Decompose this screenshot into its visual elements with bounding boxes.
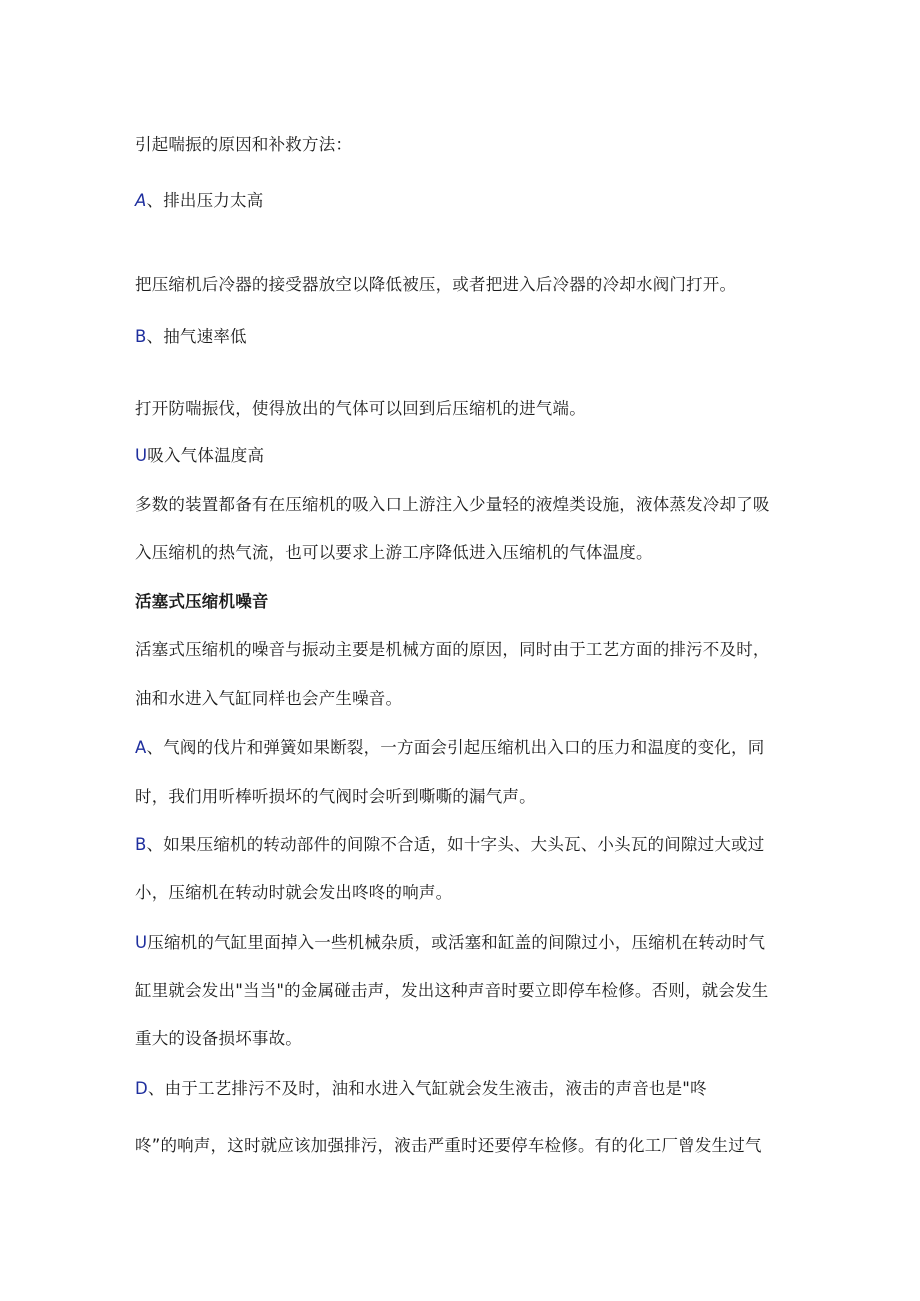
- item-title: 吸入气体温度高: [147, 446, 265, 465]
- surge-item-c: [135, 445, 264, 467]
- item-text: 、由于工艺排污不及时，油和水进入气缸就会发生液击，液击的声音也是"咚: [147, 1079, 707, 1098]
- noise-item-c-line-2: 缸里就会发出"当当"的金属碰击声，发出这种声音时要立即停车检修。否则，就会发生: [135, 981, 769, 1000]
- item-marker-c: U: [135, 446, 148, 465]
- noise-intro-line-1: 活塞式压缩机的噪音与振动主要是机械方面的原因，同时由于工艺方面的排污不及时，: [135, 640, 770, 659]
- surge-item-b: [135, 326, 247, 348]
- item-marker-c: U: [135, 933, 148, 952]
- item-title: 、排出压力太高: [146, 191, 264, 210]
- noise-item-c-line-1: [135, 932, 765, 954]
- surge-item-a: [135, 190, 263, 212]
- surge-fix-c-line-1: 多数的装置都备有在压缩机的吸入口上游注入少量轻的液煌类设施，液体蒸发冷却了吸: [135, 495, 770, 514]
- noise-item-c-line-3: 重大的设备损坏事故。: [135, 1029, 302, 1048]
- noise-item-b-line-2: 小，压缩机在转动时就会发出咚咚的响声。: [135, 883, 453, 902]
- noise-item-a-line-2: 时，我们用听棒听损坏的气阀时会听到嘶嘶的漏气声。: [135, 787, 536, 806]
- item-marker-a: A: [135, 738, 147, 757]
- item-marker-a: A: [135, 191, 147, 210]
- item-marker-b: B: [135, 835, 147, 854]
- noise-item-d-line-2: 咚”的响声，这时就应该加强排污，液击严重时还要停车检修。有的化工厂曾发生过气: [135, 1136, 762, 1155]
- noise-item-b-line-1: [135, 834, 764, 856]
- intro-text: 引起喘振的原因和补救方法：: [135, 135, 353, 154]
- item-marker-d: D: [135, 1079, 148, 1098]
- item-text: 、如果压缩机的转动部件的间隙不合适，如十字头、大头瓦、小头瓦的间隙过大或过: [146, 835, 765, 854]
- noise-item-a-line-1: [135, 737, 764, 759]
- noise-intro-line-2: 油和水进入气缸同样也会产生噪音。: [135, 689, 403, 708]
- item-text: 、气阀的伐片和弹簧如果断裂，一方面会引起压缩机出入口的压力和温度的变化，同: [146, 738, 765, 757]
- item-text: 压缩机的气缸里面掉入一些机械杂质，或活塞和缸盖的间隙过小，压缩机在转动时气: [147, 933, 766, 952]
- noise-item-d-line-1: [135, 1078, 707, 1100]
- section-heading: 活塞式压缩机噪音: [135, 592, 269, 611]
- surge-fix-c-line-2: 入压缩机的热气流，也可以要求上游工序降低进入压缩机的气体温度。: [135, 543, 653, 562]
- surge-fix-a: 把压缩机后冷器的接受器放空以降低被压，或者把进入后冷器的冷却水阀门打开。: [135, 275, 737, 294]
- surge-fix-b: 打开防喘振伐，使得放出的气体可以回到后压缩机的进气端。: [135, 399, 586, 418]
- item-marker-b: B: [135, 327, 147, 346]
- item-title: 、抽气速率低: [146, 327, 247, 346]
